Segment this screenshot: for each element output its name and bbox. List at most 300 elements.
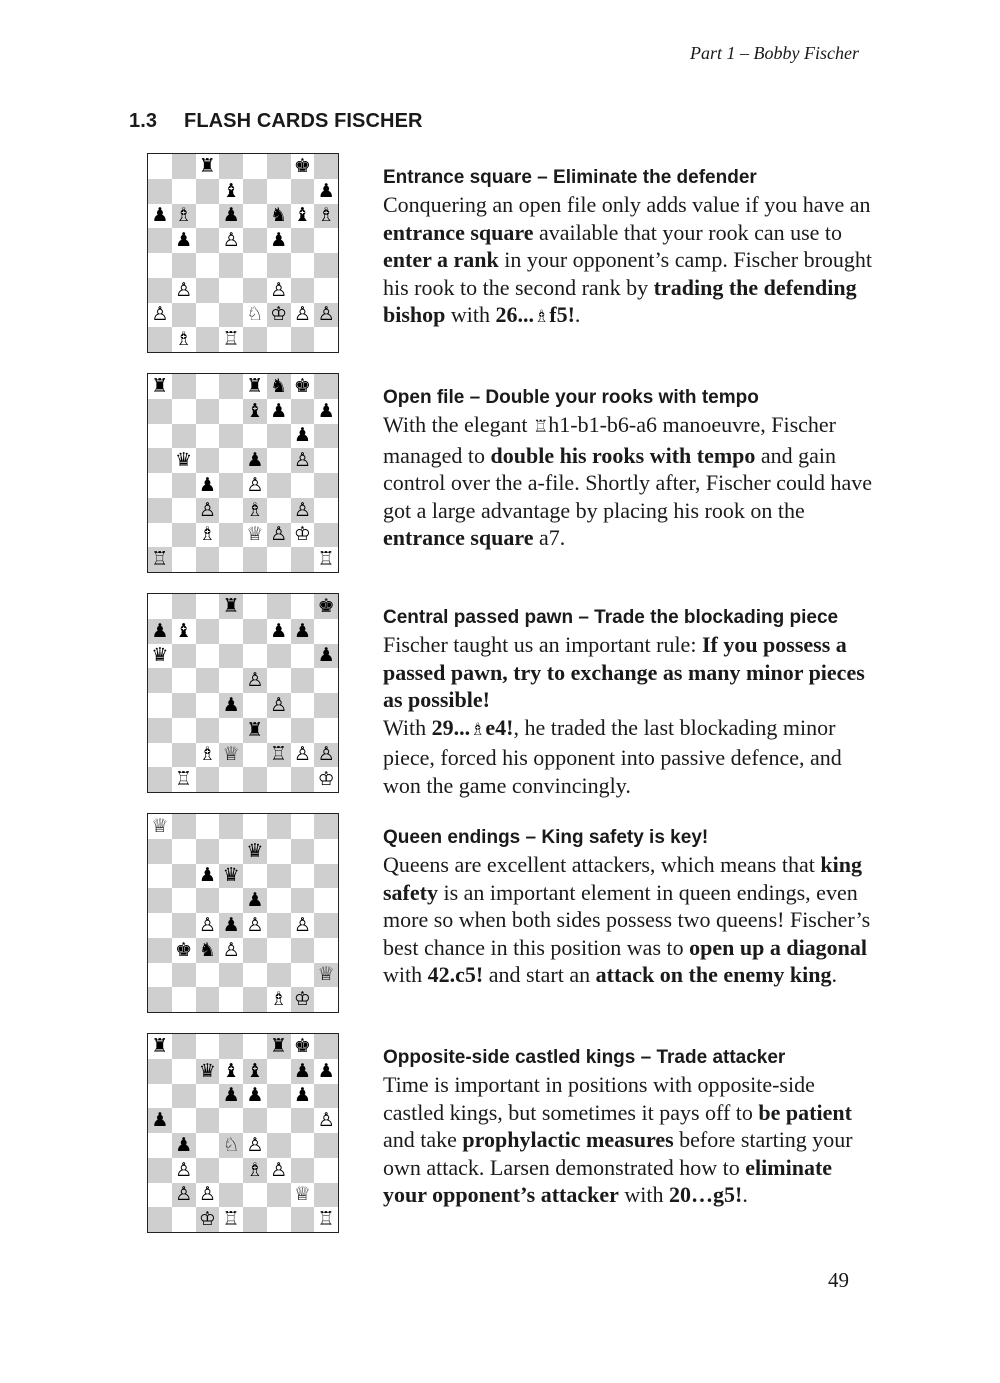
- board-square: [196, 594, 220, 619]
- board-square: [219, 424, 243, 449]
- board-square: [219, 399, 243, 424]
- white-pawn-icon: ♙: [198, 498, 216, 521]
- board-square: [219, 668, 243, 693]
- black-pawn-icon: ♟: [270, 399, 288, 422]
- board-square: [148, 963, 172, 988]
- black-pawn-icon: ♟: [293, 1059, 311, 1082]
- black-rook-icon: ♜: [151, 1034, 169, 1057]
- board-square: [196, 179, 220, 204]
- board-square: [314, 913, 338, 938]
- board-square: [219, 523, 243, 548]
- card-heading: Central passed pawn – Trade the blockading piece: [383, 607, 839, 628]
- black-pawn-icon: ♟: [293, 619, 311, 642]
- board-square: [196, 987, 220, 1012]
- board-square: [243, 399, 267, 424]
- white-king-icon: ♔: [198, 1208, 216, 1231]
- card-body: [383, 631, 877, 799]
- black-bishop-icon: ♝: [293, 204, 311, 227]
- board-square: [243, 448, 267, 473]
- board-square: [291, 523, 315, 548]
- bold-text: ♗: [470, 719, 486, 740]
- board-square: [196, 888, 220, 913]
- board-square: [148, 523, 172, 548]
- black-king-icon: ♚: [293, 154, 311, 177]
- board-square: [267, 278, 291, 303]
- board-square: [314, 1034, 338, 1059]
- black-pawn-icon: ♟: [198, 473, 216, 496]
- board-square: [196, 448, 220, 473]
- board-square: [148, 693, 172, 718]
- board-square: [219, 963, 243, 988]
- board-square: [267, 327, 291, 352]
- white-pawn-icon: ♙: [293, 449, 311, 472]
- board-square: [172, 399, 196, 424]
- board-square: [172, 1133, 196, 1158]
- board-square: [196, 399, 220, 424]
- board-square: [148, 718, 172, 743]
- card-body: [383, 411, 877, 552]
- board-square: [267, 1108, 291, 1133]
- board-square: [243, 498, 267, 523]
- board-square: [243, 987, 267, 1012]
- section-title-text: FLASH CARDS FISCHER: [184, 110, 423, 132]
- board-square: [314, 374, 338, 399]
- board-square: [196, 693, 220, 718]
- white-pawn-icon: ♙: [246, 473, 264, 496]
- board-square: [243, 913, 267, 938]
- board-square: [291, 327, 315, 352]
- white-pawn-icon: ♙: [151, 303, 169, 326]
- white-pawn-icon: ♙: [293, 743, 311, 766]
- board-square: [196, 523, 220, 548]
- board-square: [243, 1158, 267, 1183]
- board-square: [314, 278, 338, 303]
- board-square: [314, 767, 338, 792]
- board-square: [172, 204, 196, 229]
- body-text: .: [831, 962, 838, 987]
- body-text: ♖: [533, 417, 549, 437]
- board-square: [172, 1207, 196, 1232]
- board-square: [291, 913, 315, 938]
- board-square: [172, 547, 196, 572]
- board-square: [196, 767, 220, 792]
- white-king-icon: ♔: [293, 523, 311, 546]
- board-square: [196, 424, 220, 449]
- white-king-icon: ♔: [293, 988, 311, 1011]
- board-square: [219, 154, 243, 179]
- flash-card: [147, 813, 877, 1015]
- black-pawn-icon: ♟: [222, 1084, 240, 1107]
- board-square: [196, 473, 220, 498]
- black-pawn-icon: ♟: [222, 913, 240, 936]
- board-square: [196, 644, 220, 669]
- board-square: [267, 473, 291, 498]
- board-square: [291, 1084, 315, 1109]
- board-square: [314, 498, 338, 523]
- black-queen-icon: ♛: [222, 864, 240, 887]
- board-square: [267, 154, 291, 179]
- bold-text: prophylactic measures: [462, 1127, 674, 1152]
- board-square: [148, 814, 172, 839]
- board-square: [196, 718, 220, 743]
- board-square: [219, 864, 243, 889]
- board-square: [196, 1158, 220, 1183]
- board-square: [219, 767, 243, 792]
- board-square: [314, 424, 338, 449]
- board-square: [267, 743, 291, 768]
- board-square: [219, 718, 243, 743]
- chess-board-diagram: [147, 813, 339, 1013]
- card-text: [383, 167, 877, 332]
- board-square: [291, 1183, 315, 1208]
- board-square: [172, 448, 196, 473]
- board-square: [291, 278, 315, 303]
- board-square: [267, 693, 291, 718]
- white-pawn-icon: ♙: [270, 693, 288, 716]
- board-square: [148, 1183, 172, 1208]
- bold-text: king safety: [383, 852, 862, 905]
- body-text: Queens are excellent attackers, which means that: [383, 852, 821, 877]
- board-square: [291, 668, 315, 693]
- white-rook-icon: ♖: [222, 328, 240, 351]
- board-square: [172, 228, 196, 253]
- black-bishop-icon: ♝: [246, 1059, 264, 1082]
- board-square: [267, 1158, 291, 1183]
- body-text: and start an: [483, 962, 596, 987]
- black-pawn-icon: ♟: [317, 179, 335, 202]
- black-bishop-icon: ♝: [222, 1059, 240, 1082]
- board-square: [314, 1207, 338, 1232]
- card-body: [383, 191, 877, 332]
- board-square: [219, 278, 243, 303]
- board-square: [291, 1133, 315, 1158]
- section-number: 1.3: [129, 110, 158, 132]
- page-number: 49: [828, 1268, 849, 1292]
- bold-text: e4!: [485, 714, 514, 740]
- board-square: [267, 1059, 291, 1084]
- board-square: [172, 523, 196, 548]
- board-square: [291, 839, 315, 864]
- board-square: [267, 619, 291, 644]
- board-square: [243, 154, 267, 179]
- board-square: [172, 1059, 196, 1084]
- body-text: and take: [383, 1127, 463, 1152]
- white-bishop-icon: ♗: [175, 328, 193, 351]
- board-square: [267, 448, 291, 473]
- white-pawn-icon: ♙: [317, 1109, 335, 1132]
- board-square: [291, 473, 315, 498]
- board-square: [196, 619, 220, 644]
- body-text: .: [574, 302, 581, 327]
- board-square: [196, 668, 220, 693]
- board-square: [172, 668, 196, 693]
- board-square: [219, 448, 243, 473]
- board-square: [291, 963, 315, 988]
- board-square: [291, 864, 315, 889]
- board-square: [148, 1084, 172, 1109]
- white-pawn-icon: ♙: [293, 498, 311, 521]
- board-square: [314, 303, 338, 328]
- black-pawn-icon: ♟: [246, 449, 264, 472]
- bold-text: double his rooks with tempo: [490, 442, 756, 468]
- board-square: [196, 839, 220, 864]
- board-square: [267, 523, 291, 548]
- white-pawn-icon: ♙: [198, 913, 216, 936]
- board-square: [219, 253, 243, 278]
- board-square: [243, 814, 267, 839]
- board-square: [267, 668, 291, 693]
- white-knight-icon: ♘: [222, 1133, 240, 1156]
- board-square: [172, 1034, 196, 1059]
- board-square: [314, 1133, 338, 1158]
- board-square: [314, 1183, 338, 1208]
- black-pawn-icon: ♟: [222, 693, 240, 716]
- board-square: [219, 1133, 243, 1158]
- board-square: [314, 1108, 338, 1133]
- board-square: [172, 888, 196, 913]
- board-square: [172, 594, 196, 619]
- board-square: [243, 743, 267, 768]
- board-square: [219, 644, 243, 669]
- white-pawn-icon: ♙: [175, 1183, 193, 1206]
- board-square: [314, 963, 338, 988]
- bold-text: open up a diagonal: [689, 934, 868, 960]
- board-square: [148, 839, 172, 864]
- board-square: [148, 278, 172, 303]
- bold-text: enter a rank: [383, 247, 499, 272]
- board-square: [291, 498, 315, 523]
- board-square: [196, 547, 220, 572]
- white-pawn-icon: ♙: [246, 669, 264, 692]
- board-square: [291, 1059, 315, 1084]
- board-square: [314, 473, 338, 498]
- black-king-icon: ♚: [317, 594, 335, 617]
- board-square: [196, 743, 220, 768]
- board-square: [314, 743, 338, 768]
- board-square: [196, 204, 220, 229]
- board-square: [148, 399, 172, 424]
- board-square: [314, 644, 338, 669]
- board-square: [267, 814, 291, 839]
- white-queen-icon: ♕: [293, 1183, 311, 1206]
- board-square: [243, 888, 267, 913]
- board-square: [196, 1034, 220, 1059]
- card-body: [383, 851, 877, 989]
- board-square: [314, 154, 338, 179]
- black-bishop-icon: ♝: [246, 399, 264, 422]
- body-text: in your opponent’s camp. Fischer brought his rook to the second rank by: [383, 247, 873, 300]
- board-square: [291, 253, 315, 278]
- board-square: [172, 278, 196, 303]
- board-square: [291, 448, 315, 473]
- card-text: [383, 1047, 877, 1209]
- board-square: [172, 498, 196, 523]
- board-square: [148, 327, 172, 352]
- black-queen-icon: ♛: [151, 644, 169, 667]
- board-square: [267, 424, 291, 449]
- board-square: [219, 938, 243, 963]
- board-square: [267, 767, 291, 792]
- white-rook-icon: ♖: [175, 768, 193, 791]
- board-square: [219, 693, 243, 718]
- board-square: [291, 767, 315, 792]
- flash-card: [147, 153, 877, 355]
- board-square: [267, 987, 291, 1012]
- black-pawn-icon: ♟: [317, 644, 335, 667]
- board-square: [219, 204, 243, 229]
- board-square: [196, 303, 220, 328]
- board-square: [267, 888, 291, 913]
- board-square: [314, 1158, 338, 1183]
- flash-card: [147, 373, 877, 575]
- black-rook-icon: ♜: [151, 374, 169, 397]
- white-pawn-icon: ♙: [270, 1158, 288, 1181]
- white-pawn-icon: ♙: [270, 523, 288, 546]
- bold-text: trading the defending bishop: [383, 274, 857, 327]
- board-square: [314, 619, 338, 644]
- chess-board-diagram: [147, 593, 339, 793]
- board-square: [148, 767, 172, 792]
- board-square: [172, 644, 196, 669]
- card-heading: Entrance square – Eliminate the defender: [383, 167, 757, 188]
- body-text: and gain control over the a-file. Shortly after, Fischer could have got a large advantage by placing his rook on the: [383, 442, 873, 523]
- board-square: [314, 327, 338, 352]
- board-square: [196, 1207, 220, 1232]
- black-king-icon: ♚: [175, 938, 193, 961]
- board-square: [196, 154, 220, 179]
- board-square: [219, 839, 243, 864]
- running-head: Part 1 – Bobby Fischer: [690, 43, 859, 63]
- board-square: [219, 814, 243, 839]
- black-knight-icon: ♞: [198, 938, 216, 961]
- white-rook-icon: ♖: [151, 548, 169, 571]
- bold-text: If you possess a passed pawn, try to exchange as many minor pieces as possible!: [383, 632, 865, 712]
- flash-card: [147, 593, 877, 798]
- board-square: [243, 864, 267, 889]
- chess-board-diagram: [147, 153, 339, 353]
- black-bishop-icon: ♝: [222, 179, 240, 202]
- board-square: [172, 814, 196, 839]
- board-square: [243, 718, 267, 743]
- board-square: [219, 619, 243, 644]
- board-square: [243, 1108, 267, 1133]
- bold-text: 20…g5!: [669, 1182, 743, 1207]
- board-square: [314, 179, 338, 204]
- board-square: [172, 987, 196, 1012]
- body-text: with: [618, 1182, 670, 1207]
- board-square: [314, 864, 338, 889]
- board-square: [172, 1158, 196, 1183]
- board-square: [291, 154, 315, 179]
- board-square: [148, 1133, 172, 1158]
- board-square: [291, 814, 315, 839]
- board-square: [172, 693, 196, 718]
- board-square: [148, 1108, 172, 1133]
- black-pawn-icon: ♟: [151, 1109, 169, 1132]
- board-square: [219, 498, 243, 523]
- board-square: [243, 303, 267, 328]
- board-square: [243, 179, 267, 204]
- board-square: [219, 888, 243, 913]
- board-square: [267, 1034, 291, 1059]
- bold-text: f5!: [549, 302, 575, 327]
- board-square: [148, 154, 172, 179]
- board-square: [172, 327, 196, 352]
- board-square: [243, 374, 267, 399]
- board-square: [267, 594, 291, 619]
- board-square: [148, 864, 172, 889]
- board-square: [196, 253, 220, 278]
- board-square: [243, 938, 267, 963]
- board-square: [314, 399, 338, 424]
- board-square: [219, 1158, 243, 1183]
- board-square: [267, 303, 291, 328]
- card-heading: Queen endings – King safety is key!: [383, 827, 709, 848]
- board-square: [243, 963, 267, 988]
- white-queen-icon: ♕: [246, 523, 264, 546]
- board-square: [267, 228, 291, 253]
- board-square: [219, 179, 243, 204]
- board-square: [219, 1207, 243, 1232]
- board-square: [148, 743, 172, 768]
- white-queen-icon: ♕: [317, 963, 335, 986]
- board-square: [243, 1207, 267, 1232]
- white-pawn-icon: ♙: [198, 1183, 216, 1206]
- board-square: [243, 668, 267, 693]
- board-square: [172, 1183, 196, 1208]
- board-square: [148, 547, 172, 572]
- black-pawn-icon: ♟: [175, 229, 193, 252]
- white-pawn-icon: ♙: [175, 1158, 193, 1181]
- board-square: [243, 204, 267, 229]
- board-square: [172, 913, 196, 938]
- bold-text: ♗: [534, 307, 550, 327]
- board-square: [196, 498, 220, 523]
- board-square: [219, 374, 243, 399]
- bold-text: eliminate your opponent’s attacker: [383, 1154, 833, 1207]
- white-pawn-icon: ♙: [317, 303, 335, 326]
- white-pawn-icon: ♙: [246, 913, 264, 936]
- board-square: [219, 547, 243, 572]
- board-square: [243, 473, 267, 498]
- black-rook-icon: ♜: [222, 594, 240, 617]
- board-square: [148, 987, 172, 1012]
- black-pawn-icon: ♟: [222, 204, 240, 227]
- black-queen-icon: ♛: [175, 449, 193, 472]
- board-square: [172, 864, 196, 889]
- board-square: [219, 327, 243, 352]
- board-square: [172, 1108, 196, 1133]
- board-square: [291, 888, 315, 913]
- board-square: [148, 374, 172, 399]
- board-square: [291, 718, 315, 743]
- board-square: [291, 1158, 315, 1183]
- card-text: [383, 387, 877, 552]
- white-knight-icon: ♘: [246, 303, 264, 326]
- board-square: [314, 814, 338, 839]
- board-square: [219, 228, 243, 253]
- bold-text: be patient: [758, 1099, 852, 1125]
- white-rook-icon: ♖: [317, 1208, 335, 1231]
- board-square: [291, 374, 315, 399]
- board-square: [172, 374, 196, 399]
- black-knight-icon: ♞: [270, 204, 288, 227]
- board-square: [267, 1183, 291, 1208]
- board-square: [314, 1059, 338, 1084]
- card-body: [383, 1071, 877, 1209]
- white-pawn-icon: ♙: [317, 743, 335, 766]
- board-square: [267, 1207, 291, 1232]
